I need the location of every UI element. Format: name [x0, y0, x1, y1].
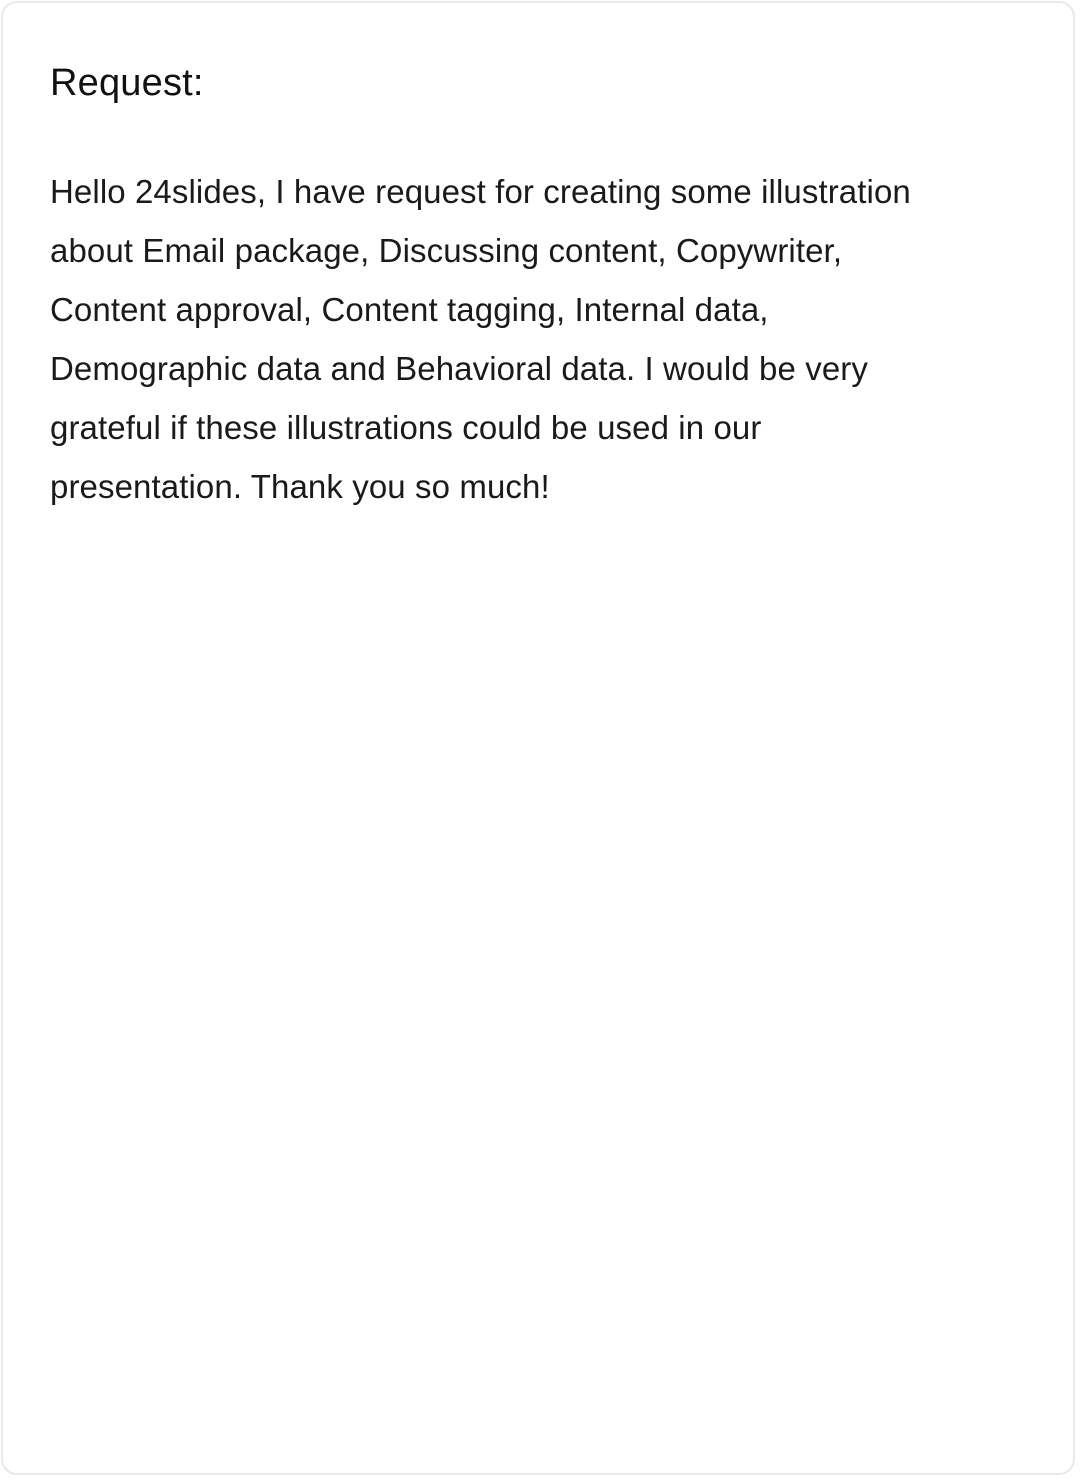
request-message-line: grateful if these illustrations could be used in our: [50, 409, 762, 446]
request-message-line: about Email package, Discussing content, Copywriter,: [50, 232, 843, 269]
request-message: [50, 162, 1040, 516]
request-message-line: presentation. Thank you so much!: [50, 468, 550, 505]
request-message-line: Demographic data and Behavioral data. I would be very: [50, 350, 868, 387]
request-message-line: Hello 24slides, I have request for creating some illustration: [50, 173, 911, 210]
request-card: [1, 1, 1075, 1475]
request-message-line: Content approval, Content tagging, Internal data,: [50, 291, 769, 328]
request-title: Request:: [50, 62, 204, 104]
